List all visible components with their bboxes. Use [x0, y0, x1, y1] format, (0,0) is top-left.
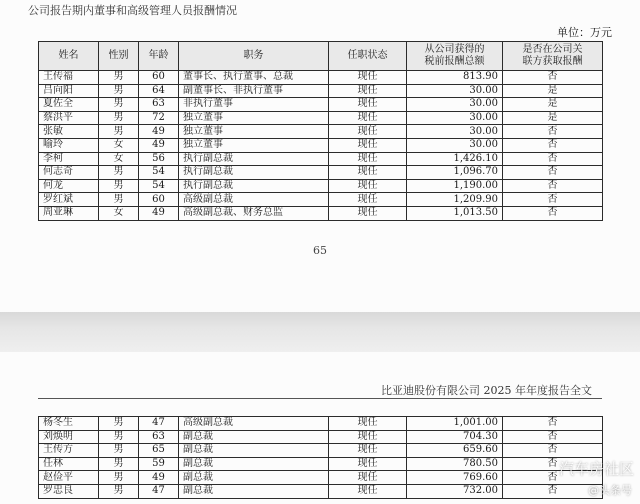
- gender-cell: 男: [99, 444, 139, 458]
- related-party-cell: 否: [503, 457, 603, 471]
- compensation-cell: 30.00: [407, 98, 503, 112]
- name-cell: 刘焕明: [39, 430, 99, 444]
- column-header: 任职状态: [329, 42, 407, 71]
- age-cell: 59: [139, 457, 179, 471]
- table-row: [39, 193, 603, 207]
- column-header: 职务: [179, 42, 329, 71]
- position-cell: 高级副总裁: [179, 417, 329, 431]
- status-cell: 现任: [329, 84, 407, 98]
- age-cell: 56: [139, 152, 179, 166]
- gender-cell: 男: [99, 166, 139, 180]
- age-cell: 60: [139, 71, 179, 85]
- status-cell: 现任: [329, 138, 407, 152]
- table-row: [39, 457, 603, 471]
- age-cell: 54: [139, 179, 179, 193]
- related-party-cell: 否: [503, 484, 603, 498]
- status-cell: 现任: [329, 471, 407, 485]
- position-cell: 独立董事: [179, 125, 329, 139]
- name-cell: 李柯: [39, 152, 99, 166]
- unit-label: 单位：万元: [557, 26, 612, 39]
- age-cell: 60: [139, 193, 179, 207]
- position-cell: 副总裁: [179, 444, 329, 458]
- table-row: [39, 111, 603, 125]
- related-party-cell: 否: [503, 152, 603, 166]
- gender-cell: 女: [99, 138, 139, 152]
- table-row: [39, 417, 603, 431]
- table-row: [39, 152, 603, 166]
- status-cell: 现任: [329, 179, 407, 193]
- age-cell: 47: [139, 484, 179, 498]
- column-header: 姓名: [39, 42, 99, 71]
- age-cell: 65: [139, 444, 179, 458]
- name-cell: 喻玲: [39, 138, 99, 152]
- related-party-cell: 是: [503, 84, 603, 98]
- status-cell: 现任: [329, 166, 407, 180]
- name-cell: 何志奇: [39, 166, 99, 180]
- status-cell: 现任: [329, 111, 407, 125]
- position-cell: 非执行董事: [179, 98, 329, 112]
- table-row: [39, 444, 603, 458]
- name-cell: 王传福: [39, 71, 99, 85]
- status-cell: 现任: [329, 71, 407, 85]
- table-row: [39, 430, 603, 444]
- report-title: 比亚迪股份有限公司 2025 年年度报告全文: [381, 384, 592, 397]
- compensation-cell: 30.00: [407, 138, 503, 152]
- related-party-cell: 否: [503, 471, 603, 485]
- table-row: [39, 98, 603, 112]
- page-gap: [0, 312, 640, 352]
- gender-cell: 男: [99, 457, 139, 471]
- table-row: [39, 179, 603, 193]
- status-cell: 现任: [329, 98, 407, 112]
- position-cell: 执行副总裁: [179, 152, 329, 166]
- position-cell: 副总裁: [179, 457, 329, 471]
- position-cell: 副总裁: [179, 471, 329, 485]
- watermark-text: 汽车房社区: [558, 460, 634, 478]
- compensation-cell: 1,013.50: [407, 206, 503, 220]
- table-row: [39, 84, 603, 98]
- compensation-table-bottom: [38, 416, 603, 499]
- compensation-cell: 813.90: [407, 71, 503, 85]
- age-cell: 49: [139, 471, 179, 485]
- age-cell: 49: [139, 206, 179, 220]
- name-cell: 王传方: [39, 444, 99, 458]
- age-cell: 49: [139, 125, 179, 139]
- gender-cell: 男: [99, 125, 139, 139]
- position-cell: 独立董事: [179, 111, 329, 125]
- age-cell: 72: [139, 111, 179, 125]
- related-party-cell: 否: [503, 444, 603, 458]
- compensation-cell: 659.60: [407, 444, 503, 458]
- age-cell: 64: [139, 84, 179, 98]
- compensation-cell: 30.00: [407, 84, 503, 98]
- related-party-cell: 否: [503, 125, 603, 139]
- status-cell: 现任: [329, 444, 407, 458]
- gender-cell: 男: [99, 111, 139, 125]
- table-row: [39, 138, 603, 152]
- related-party-cell: 否: [503, 206, 603, 220]
- position-cell: 副总裁: [179, 484, 329, 498]
- name-cell: 杨冬生: [39, 417, 99, 431]
- age-cell: 63: [139, 430, 179, 444]
- position-cell: 副董事长、非执行董事: [179, 84, 329, 98]
- column-header: 从公司获得的 税前报酬总额: [407, 42, 503, 71]
- name-cell: 周亚琳: [39, 206, 99, 220]
- position-cell: 副总裁: [179, 430, 329, 444]
- status-cell: 现任: [329, 193, 407, 207]
- compensation-cell: 769.60: [407, 471, 503, 485]
- gender-cell: 男: [99, 430, 139, 444]
- related-party-cell: 否: [503, 166, 603, 180]
- age-cell: 49: [139, 138, 179, 152]
- name-cell: 蔡洪平: [39, 111, 99, 125]
- gender-cell: 男: [99, 417, 139, 431]
- gender-cell: 男: [99, 179, 139, 193]
- name-cell: 吕向阳: [39, 84, 99, 98]
- status-cell: 现任: [329, 430, 407, 444]
- age-cell: 54: [139, 166, 179, 180]
- name-cell: 任林: [39, 457, 99, 471]
- related-party-cell: 否: [503, 71, 603, 85]
- related-party-cell: 否: [503, 179, 603, 193]
- related-party-cell: 是: [503, 111, 603, 125]
- name-cell: 赵俭平: [39, 471, 99, 485]
- name-cell: 罗红斌: [39, 193, 99, 207]
- compensation-cell: 1,209.90: [407, 193, 503, 207]
- position-cell: 执行副总裁: [179, 166, 329, 180]
- compensation-cell: 1,001.00: [407, 417, 503, 431]
- table-row: [39, 484, 603, 498]
- status-cell: 现任: [329, 125, 407, 139]
- gender-cell: 男: [99, 84, 139, 98]
- position-cell: 董事长、执行董事、总裁: [179, 71, 329, 85]
- compensation-cell: 780.50: [407, 457, 503, 471]
- related-party-cell: 否: [503, 417, 603, 431]
- related-party-cell: 否: [503, 193, 603, 207]
- page-number: 65: [313, 244, 327, 257]
- column-header: 性别: [99, 42, 139, 71]
- compensation-cell: 30.00: [407, 111, 503, 125]
- name-cell: 何龙: [39, 179, 99, 193]
- gender-cell: 男: [99, 98, 139, 112]
- name-cell: 张敏: [39, 125, 99, 139]
- table-row: [39, 71, 603, 85]
- table-row: [39, 206, 603, 220]
- gender-cell: 男: [99, 193, 139, 207]
- compensation-cell: 704.30: [407, 430, 503, 444]
- related-party-cell: 否: [503, 430, 603, 444]
- header-rule: [38, 398, 602, 399]
- age-cell: 63: [139, 98, 179, 112]
- related-party-cell: 是: [503, 98, 603, 112]
- status-cell: 现任: [329, 152, 407, 166]
- column-header: 是否在公司关 联方获取报酬: [503, 42, 603, 71]
- gender-cell: 男: [99, 471, 139, 485]
- status-cell: 现任: [329, 457, 407, 471]
- position-cell: 高级副总裁: [179, 193, 329, 207]
- age-cell: 47: [139, 417, 179, 431]
- section-heading: 公司报告期内董事和高级管理人员报酬情况: [28, 4, 237, 17]
- column-header: 年龄: [139, 42, 179, 71]
- status-cell: 现任: [329, 206, 407, 220]
- compensation-cell: 30.00: [407, 125, 503, 139]
- position-cell: 独立董事: [179, 138, 329, 152]
- compensation-cell: 1,096.70: [407, 166, 503, 180]
- gender-cell: 女: [99, 152, 139, 166]
- position-cell: 执行副总裁: [179, 179, 329, 193]
- gender-cell: 男: [99, 484, 139, 498]
- status-cell: 现任: [329, 484, 407, 498]
- name-cell: 罗忠良: [39, 484, 99, 498]
- table-row: [39, 471, 603, 485]
- compensation-cell: 1,190.00: [407, 179, 503, 193]
- related-party-cell: 否: [503, 138, 603, 152]
- table-row: [39, 125, 603, 139]
- position-cell: 高级副总裁、财务总监: [179, 206, 329, 220]
- compensation-table-top: [38, 41, 603, 221]
- status-cell: 现任: [329, 417, 407, 431]
- compensation-cell: 732.00: [407, 484, 503, 498]
- compensation-cell: 1,426.10: [407, 152, 503, 166]
- gender-cell: 女: [99, 206, 139, 220]
- watermark-handle: @头条号: [588, 484, 632, 497]
- gender-cell: 男: [99, 71, 139, 85]
- name-cell: 夏佐全: [39, 98, 99, 112]
- table-row: [39, 166, 603, 180]
